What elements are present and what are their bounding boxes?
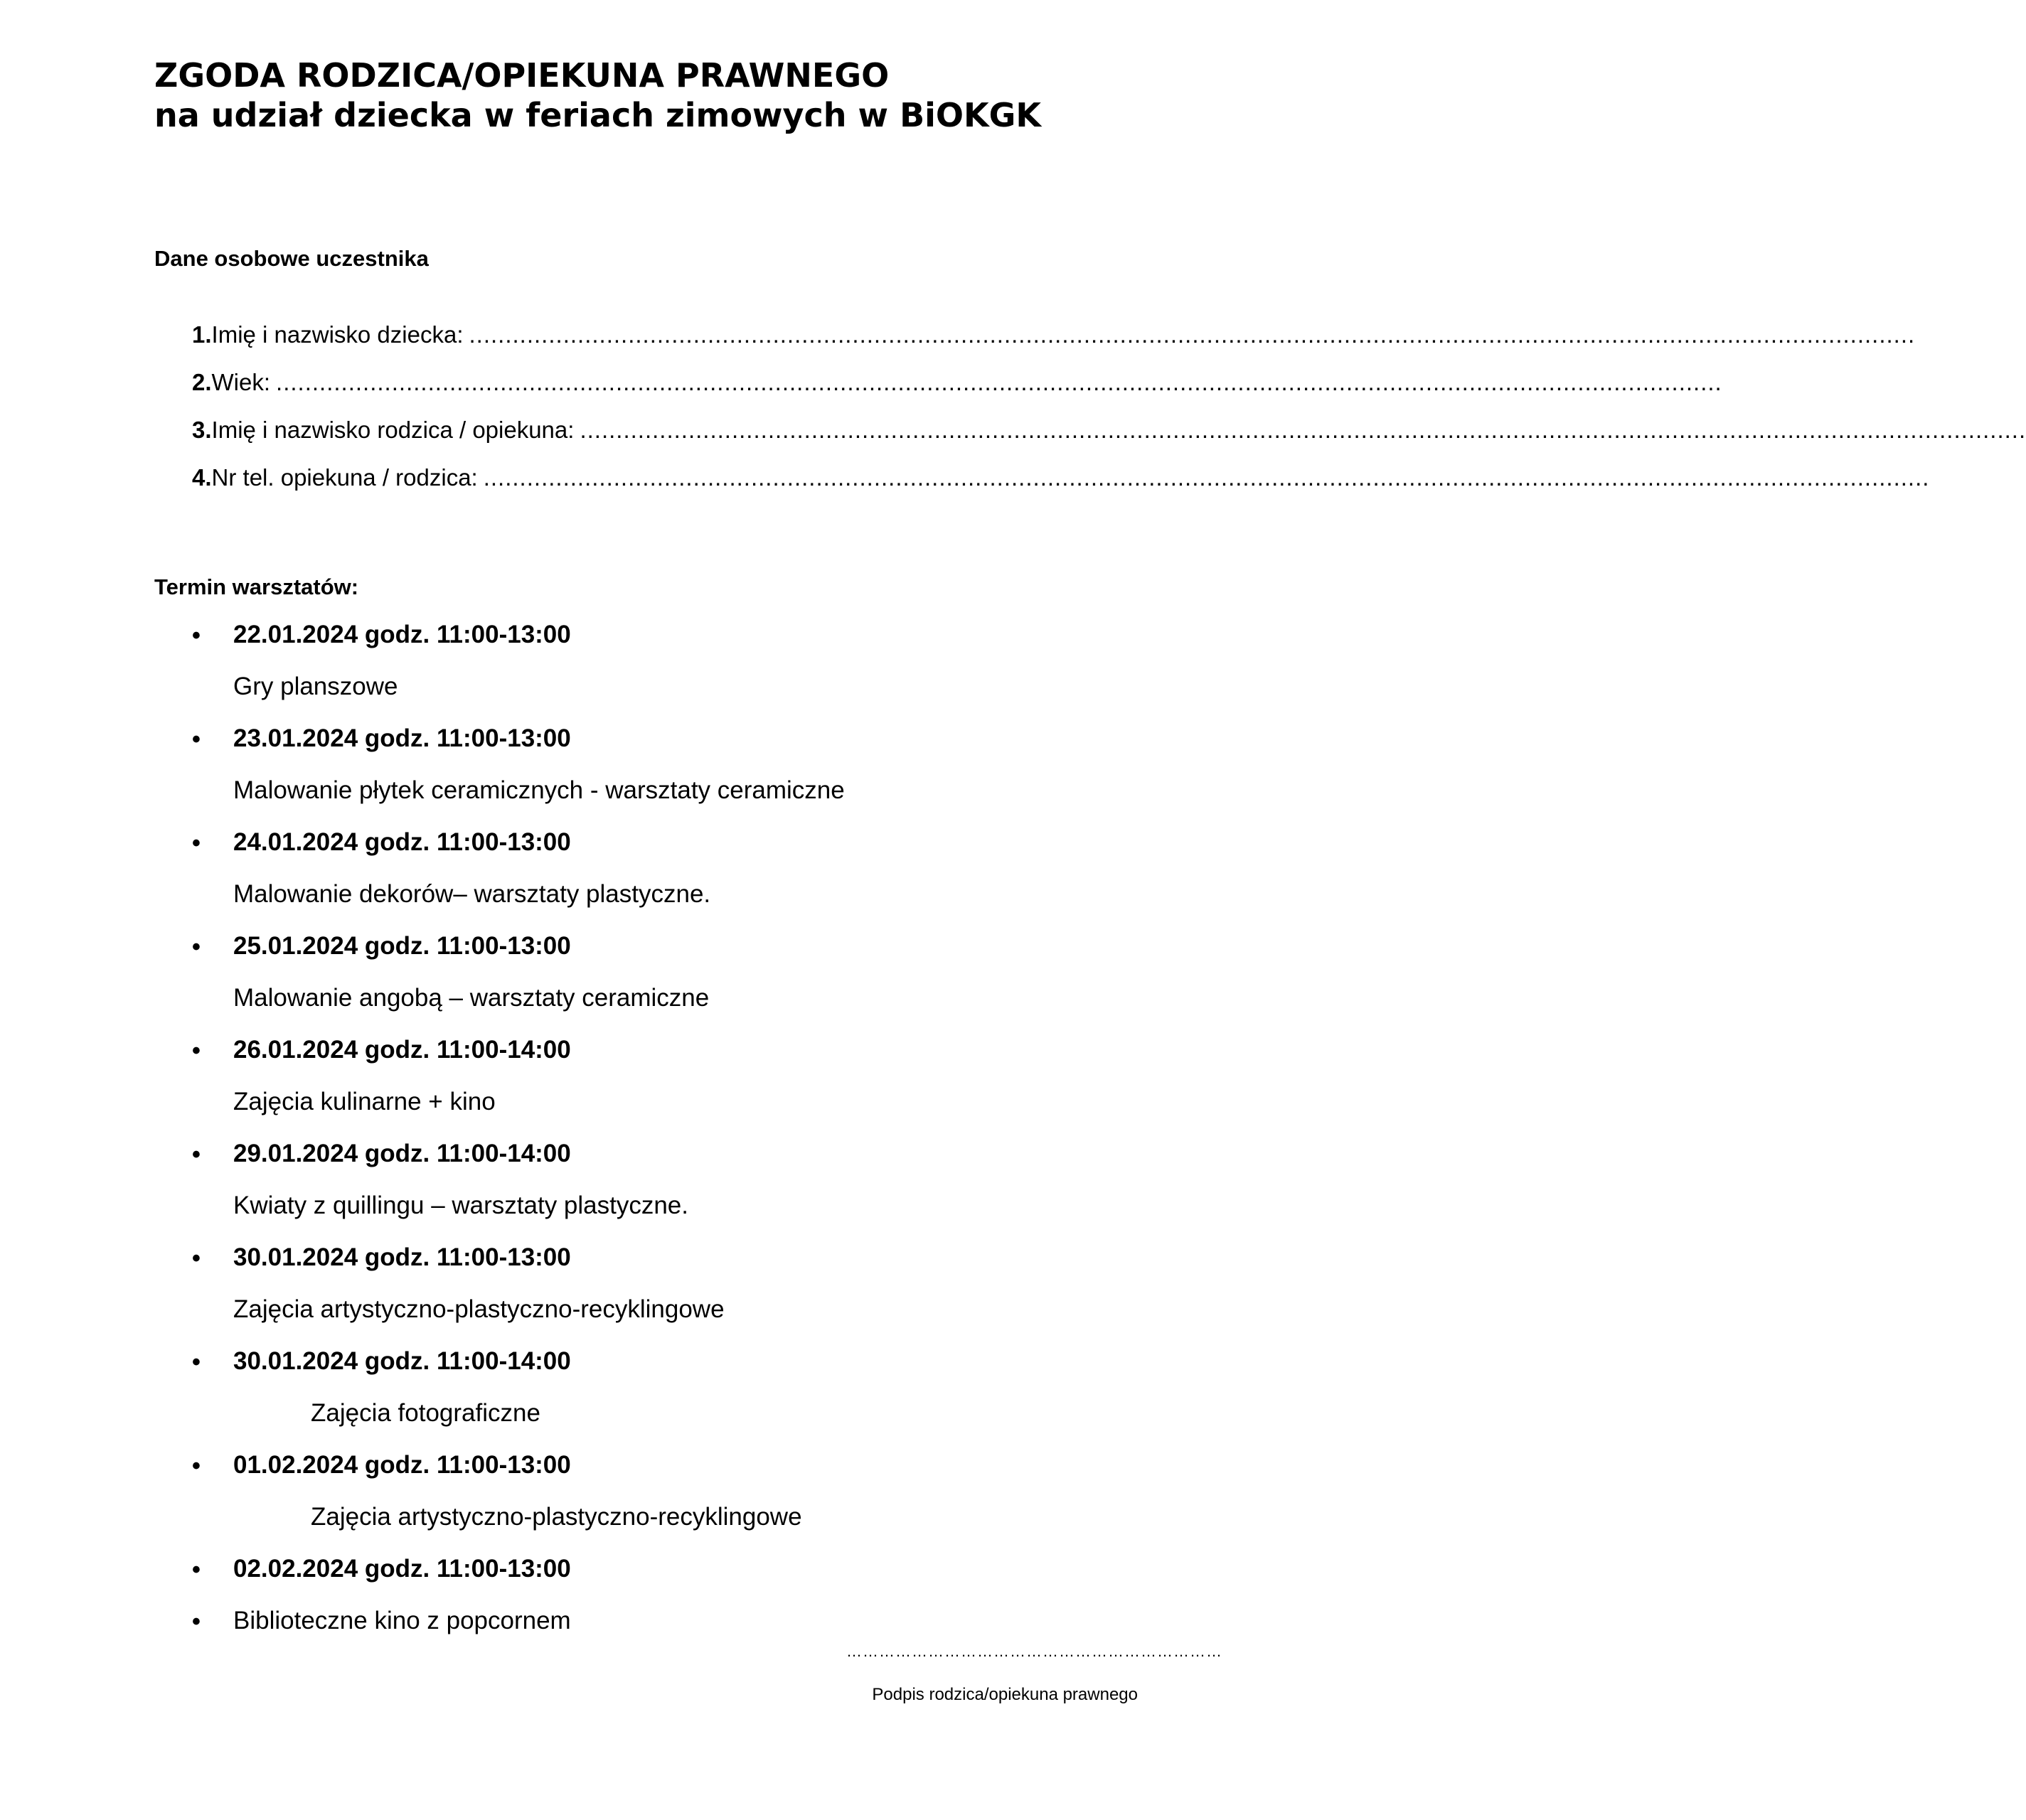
workshop-description: Malowanie dekorów– warsztaty plastyczne. <box>233 880 711 908</box>
bullet-icon: • <box>192 726 201 753</box>
title-line-1: ZGODA RODZICA/OPIEKUNA PRAWNEGO <box>154 56 890 95</box>
fill-in-line: ........................................................................................................................................................................................................ <box>580 417 2026 443</box>
parent-phone-field <box>192 464 1930 493</box>
field-label: Nr tel. opiekuna / rodzica: <box>211 464 478 491</box>
bullet-icon: • <box>192 1245 201 1272</box>
field-number: 4. <box>192 464 212 491</box>
bullet-icon: • <box>192 830 201 857</box>
workshop-dates-heading: Termin warsztatów: <box>154 574 359 599</box>
title-line-2: na udział dziecka w feriach zimowych w BiOKGK <box>154 96 1042 134</box>
parent-name-field <box>192 417 2026 445</box>
fill-in-line: ........................................................................................................................................................................................................ <box>469 321 1916 348</box>
fill-in-line: ........................................................................................................................................................................................................ <box>483 464 1930 491</box>
workshop-date: 02.02.2024 godz. 11:00-13:00 <box>233 1555 571 1583</box>
field-number: 2. <box>192 369 212 395</box>
workshop-date: 23.01.2024 godz. 11:00-13:00 <box>233 724 571 752</box>
workshop-date: 25.01.2024 godz. 11:00-13:00 <box>233 932 571 960</box>
workshop-description: Malowanie płytek ceramicznych - warsztaty ceramiczne <box>233 776 845 804</box>
signature-line: …………………………………………………………… <box>846 1642 1222 1660</box>
workshop-description: Zajęcia kulinarne + kino <box>233 1088 496 1115</box>
field-label: Imię i nazwisko dziecka: <box>211 321 464 348</box>
bullet-icon: • <box>192 1452 201 1479</box>
bullet-icon: • <box>192 1141 201 1168</box>
bullet-icon: • <box>192 933 201 960</box>
workshop-date: 01.02.2024 godz. 11:00-13:00 <box>233 1451 571 1479</box>
workshop-description: Kwiaty z quillingu – warsztaty plastyczne. <box>233 1192 688 1219</box>
age-field <box>192 369 1722 397</box>
document-title <box>154 55 1164 135</box>
workshop-date: 26.01.2024 godz. 11:00-14:00 <box>233 1036 571 1064</box>
field-label: Wiek: <box>211 369 271 395</box>
workshop-description: Biblioteczne kino z popcornem <box>233 1607 571 1634</box>
workshop-description: Malowanie angobą – warsztaty ceramiczne <box>233 984 710 1012</box>
child-name-field <box>192 321 1916 350</box>
workshop-description: Zajęcia fotograficzne <box>311 1399 540 1427</box>
bullet-icon: • <box>192 1349 201 1376</box>
workshop-description: Gry planszowe <box>233 673 398 700</box>
bullet-icon: • <box>192 1556 201 1583</box>
bullet-icon: • <box>192 622 201 649</box>
fill-in-line: ........................................................................................................................................................................................................ <box>276 369 1722 395</box>
field-number: 1. <box>192 321 212 348</box>
workshop-date: 24.01.2024 godz. 11:00-13:00 <box>233 828 571 856</box>
workshop-date: 22.01.2024 godz. 11:00-13:00 <box>233 621 571 648</box>
workshop-description: Zajęcia artystyczno-plastyczno-recyklingowe <box>311 1503 802 1531</box>
workshop-date: 30.01.2024 godz. 11:00-14:00 <box>233 1347 571 1375</box>
workshop-date: 30.01.2024 godz. 11:00-13:00 <box>233 1243 571 1271</box>
field-label: Imię i nazwisko rodzica / opiekuna: <box>211 417 575 443</box>
bullet-icon: • <box>192 1037 201 1064</box>
bullet-icon: • <box>192 1608 201 1635</box>
workshop-date: 29.01.2024 godz. 11:00-14:00 <box>233 1140 571 1167</box>
field-number: 3. <box>192 417 212 443</box>
personal-data-heading: Dane osobowe uczestnika <box>154 246 429 271</box>
signature-label: Podpis rodzica/opiekuna prawnego <box>872 1685 1138 1704</box>
workshop-description: Zajęcia artystyczno-plastyczno-recyklingowe <box>233 1295 725 1323</box>
